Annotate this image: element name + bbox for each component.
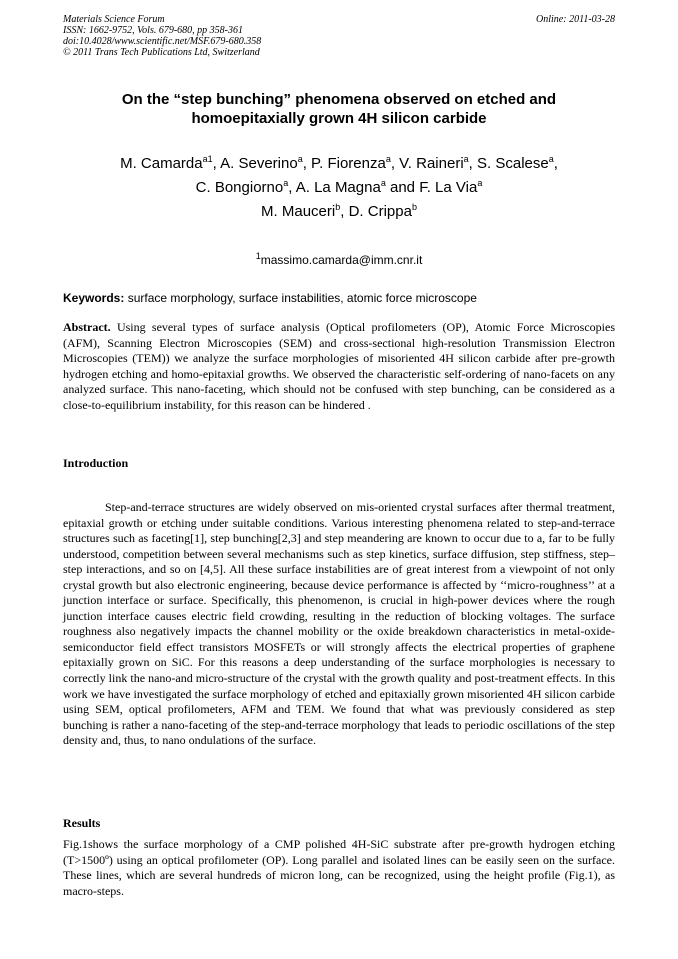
author-list <box>63 152 615 224</box>
journal-header <box>63 14 615 58</box>
doi-line: doi:10.4028/www.scientific.net/MSF.679-680.358 <box>63 36 262 47</box>
author-name: P. Fiorenza <box>311 155 386 172</box>
author-name: C. Bongiorno <box>195 179 284 196</box>
email-address[interactable]: massimo.camarda@imm.cnr.it <box>260 253 423 267</box>
paper-title <box>63 90 615 128</box>
introduction-heading: Introduction <box>63 456 129 470</box>
author-name: M. Camarda <box>120 155 203 172</box>
author-name: A. Severino <box>220 155 298 172</box>
author-conjunction: and <box>390 179 416 196</box>
author-affiliation: a <box>477 178 483 188</box>
author-line-3: M. Mauceri$^b$, D. Crippa$^b$ <box>261 202 417 220</box>
author-affiliation: a <box>548 154 554 164</box>
results-paragraph: Fig.1shows the surface morphology of a CMP polished 4H-SiC substrate after pre-growth hydrogen etching (T>1500º) using an optical profilometer (OP). Long parallel and isolated lines can be easily seen on the surface. These lines, which are several hundreds of micron long, can be recognized, using the height profile (Fig.1), as macro-steps. <box>63 837 615 898</box>
title-line-2: homoepitaxially grown 4H silicon carbide <box>191 110 487 127</box>
author-affiliation: a1 <box>202 154 213 164</box>
introduction-paragraph: Step-and-terrace structures are widely observed on mis-oriented crystal surfaces after thermal treatment, epitaxial growth or etching under suitable conditions. Various interesting phenomena related to step-and-terrace structures such as faceting[1], step bunching[2,3] and step meandering are known to occur due to a, far to be fully understood, competition between several mechanisms such as step kinetics, surface diffusion, step stiffness, step–step interactions, and so on [4,5]. All these surface instabilities are of great interest from a viewpoint of not only crystal growth but also electronic engineering, because device performance is affected by ‘‘micro-roughness’’ at a junction interface or surface. Specifically, this phenomenon, is crucial in high-power devices where the rough junction interface causes electric field crowding, resulting in the reduction of blocking voltages. The surface roughness also negatively impacts the channel mobility or the oxide breakdown characteristics in metal-oxide-semiconductor field effect transistors MOSFETs or will strongly affects the electrical properties of graphene epitaxially grown on SiC. For this reasons a deep understanding of the surface morphologies is necessary to correctly link the nano-and micro-structure of the crystal with the growth quality and post-treatment effects. In this work we have investigated the surface morphology of etched and epitaxially grown misoriented 4H silicon carbide using SEM, optical profilometers, AFM and TEM. We found that what was previously considered as step bunching is rather a nano-faceting of the step-and-terrace morphology that leads to periodic oscillations of the step density and, thus, to nano ondulations of the surface. <box>63 500 615 748</box>
author-affiliation: a <box>283 178 289 188</box>
author-affiliation: a <box>463 154 469 164</box>
title-line-1: On the “step bunching” phenomena observed on etched and <box>121 91 557 108</box>
author-affiliation: b <box>411 202 417 212</box>
author-affiliation: a <box>385 154 391 164</box>
author-name: F. La Via <box>419 179 478 196</box>
author-affiliation: a <box>380 178 386 188</box>
keywords-text: surface morphology, surface instabilities, atomic force microscope <box>127 291 477 305</box>
author-affiliation: b <box>335 202 341 212</box>
author-name: M. Mauceri <box>261 203 336 220</box>
keywords <box>63 291 615 306</box>
author-affiliation: a <box>297 154 303 164</box>
abstract-text: Using several types of surface analysis (Optical profilometers (OP), Atomic Force Microscopies (AFM), Scanning Electron Microscopies (SEM) and cross-sectional high-resolution Transmission Electron Microscopies (TEM)) we analyze the surface morphologies of misoriented 4H silicon carbide after pre-growth hydrogen etching and homo-epitaxial growths. We observed the characteristic self-ordering of nano-facets on any analyzed surface. This nano-faceting, which should not be confused with step bunching, can be considered as a close-to-equilibrium instability, for this reason can be hindered . <box>63 320 615 412</box>
author-name: D. Crippa <box>348 203 412 220</box>
corresponding-email <box>63 253 615 267</box>
abstract <box>63 320 615 413</box>
keywords-label: Keywords: <box>63 291 125 305</box>
results-heading: Results <box>63 816 101 830</box>
author-name: V. Raineri <box>399 155 464 172</box>
author-line-1: M. Camarda$^{a1}$, A. Severino$^a$, P. Fiorenza$^a$, V. Raineri$^a$, S. Scalese$^a$, <box>120 154 558 172</box>
issn-line: ISSN: 1662-9752, Vols. 679-680, pp 358-361 <box>63 25 243 36</box>
author-name: S. Scalese <box>477 155 549 172</box>
copyright-line: © 2011 Trans Tech Publications Ltd, Switzerland <box>63 47 260 58</box>
abstract-label: Abstract. <box>63 320 111 334</box>
author-name: A. La Magna <box>295 179 381 196</box>
journal-name: Materials Science Forum <box>63 14 165 25</box>
author-line-2: C. Bongiorno$^a$, A. La Magna$^a$ and F. La Via$^a$ <box>195 178 483 196</box>
email-marker: 1 <box>255 251 261 261</box>
online-date: Online: 2011-03-28 <box>536 14 615 25</box>
